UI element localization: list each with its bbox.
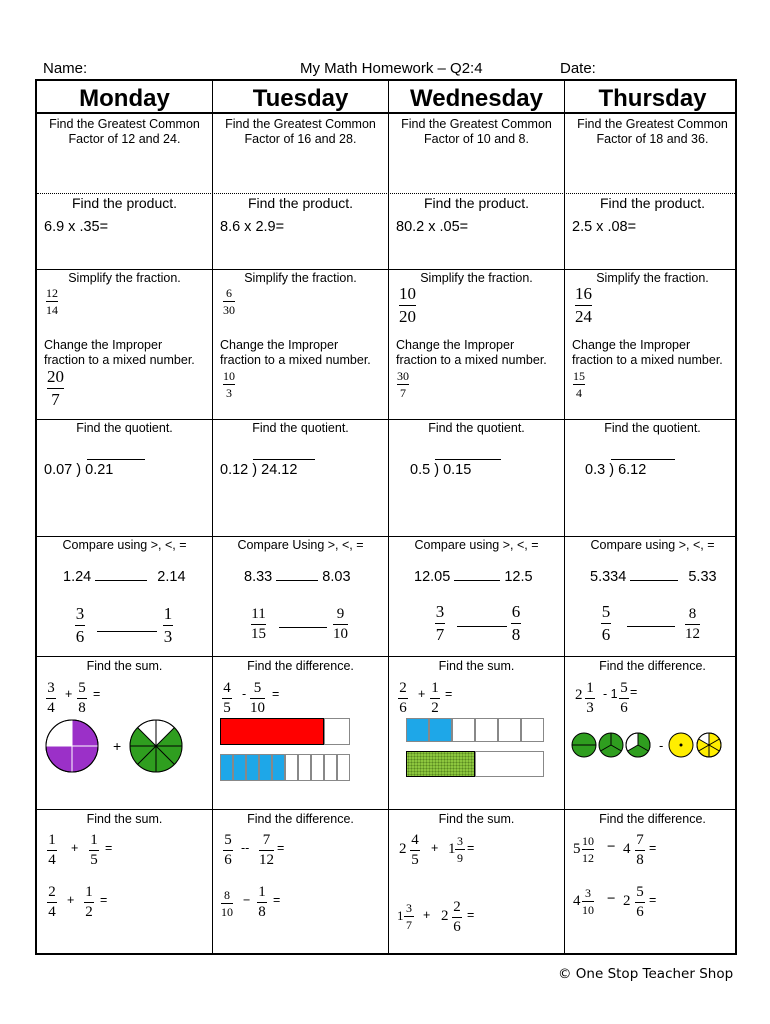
quotient-label: Find the quotient. (76, 421, 173, 435)
improper-line1: Change the Improper (220, 338, 339, 352)
compare-fraction-left: 5 6 (601, 602, 611, 644)
fraction-a: 4 5 (223, 680, 231, 716)
simplify-fraction: 6 30 (223, 286, 235, 317)
column-wednesday (389, 81, 564, 953)
fraction-b: 5 10 (250, 680, 265, 716)
gcf-line1: Find the Greatest Common (401, 117, 552, 131)
fraction-circles (45, 719, 195, 775)
quotient-label: Find the quotient. (428, 421, 525, 435)
fraction-b: 1 5 (90, 832, 98, 868)
gcf-line2: Factor of 18 and 36. (596, 132, 709, 146)
improper-line2: fraction to a mixed number. (572, 353, 723, 367)
page-title: My Math Homework – Q2:4 (300, 60, 483, 77)
simplify-label: Simplify the fraction. (68, 271, 181, 285)
fraction-b: 5 8 (78, 680, 86, 716)
compare-fraction-left: 11 15 (251, 606, 266, 642)
name-label: Name: (43, 60, 88, 77)
improper-fraction: 20 7 (47, 367, 64, 409)
gcf-line1: Find the Greatest Common (577, 117, 728, 131)
operator: + (431, 841, 439, 855)
compare-fraction-right: 8 12 (685, 606, 700, 642)
whole-number: 2 (399, 841, 407, 857)
product-label: Find the product. (71, 195, 178, 211)
compare-decimals: 8.33 8.03 (244, 569, 351, 585)
minus: - (659, 738, 664, 753)
compare-decimals: 1.24 2.14 (63, 569, 186, 585)
simplify-label: Simplify the fraction. (420, 271, 533, 285)
improper-line2: fraction to a mixed number. (396, 353, 547, 367)
compare-label: Compare Using >, <, = (237, 538, 364, 552)
gcf-line2: Factor of 10 and 8. (424, 132, 529, 146)
whole-number: 1 (397, 908, 404, 923)
operator: − (607, 839, 616, 855)
equals: = (100, 893, 108, 907)
fraction-a: 1 3 (586, 680, 594, 716)
whole-number: 1 (448, 841, 456, 857)
compare-fraction-right: 6 8 (511, 602, 521, 644)
gcf-line1: Find the Greatest Common (49, 117, 200, 131)
whole-number: 5 (573, 841, 581, 857)
equals: = (649, 893, 657, 907)
operator: - (242, 687, 247, 701)
day-wednesday: Wednesday (410, 85, 543, 112)
fraction-a: 3 7 (406, 901, 412, 932)
date-label: Date: (560, 60, 596, 77)
gcf-line2: Factor of 12 and 24. (68, 132, 181, 146)
equals: = (467, 841, 475, 855)
product-problem: 6.9 x .35= (44, 219, 109, 235)
compare-fraction-left: 3 6 (75, 604, 85, 646)
day-tuesday: Tuesday (252, 85, 349, 112)
equals: = (649, 841, 657, 855)
blue-sixths-bar (406, 718, 544, 742)
simplify-label: Simplify the fraction. (596, 271, 709, 285)
operator: + (423, 908, 431, 922)
green-halves-bar (406, 751, 544, 777)
operator: -- (241, 841, 250, 855)
product-problem: 8.6 x 2.9= (220, 219, 285, 235)
quotient-label: Find the quotient. (604, 421, 701, 435)
gcf-line2: Factor of 16 and 28. (244, 132, 357, 146)
improper-fraction: 30 7 (397, 369, 409, 400)
simplify-fraction: 10 20 (399, 284, 416, 326)
equals: = (272, 687, 280, 701)
fraction-a: 3 10 (582, 886, 594, 917)
column-thursday (565, 81, 740, 953)
fraction-a: 2 6 (399, 680, 407, 716)
fraction-a: 3 4 (47, 680, 55, 716)
quotient-problem: 0.12 ) 24.12 (220, 462, 298, 478)
quotient-problem: 0.3 ) 6.12 (585, 462, 647, 478)
equals: = (467, 908, 475, 922)
day-monday: Monday (79, 85, 170, 112)
whole-number: 2 (441, 908, 449, 924)
operator: + (65, 687, 73, 701)
fraction-b: 5 6 (620, 680, 628, 716)
quotient-label: Find the quotient. (252, 421, 349, 435)
compare-label: Compare using >, <, = (62, 538, 187, 552)
footer-copyright: © One Stop Teacher Shop (558, 966, 734, 982)
operator: + (418, 687, 426, 701)
fraction-a: 10 12 (582, 834, 594, 865)
row6-label: Find the sum. (86, 659, 163, 673)
fraction-b: 1 2 (431, 680, 439, 716)
row6-label: Find the difference. (247, 659, 354, 673)
equals: = (273, 893, 281, 907)
operator: - 1 (603, 687, 618, 701)
improper-line1: Change the Improper (396, 338, 515, 352)
column-monday (37, 81, 212, 953)
equals: = (630, 685, 638, 699)
improper-line2: fraction to a mixed number. (220, 353, 371, 367)
fraction-a: 4 5 (411, 832, 419, 868)
operator: − (243, 893, 251, 907)
fraction-a: 1 4 (48, 832, 56, 868)
improper-fraction: 15 4 (573, 369, 585, 400)
blue-fraction-bar (220, 754, 350, 781)
compare-fraction-right: 1 3 (163, 604, 173, 646)
simplify-fraction: 12 14 (46, 286, 58, 317)
quotient-problem: 0.5 ) 0.15 (410, 462, 472, 478)
plus: + (113, 738, 122, 754)
fraction-b: 3 9 (457, 834, 463, 865)
improper-fraction: 10 3 (223, 369, 235, 400)
improper-line1: Change the Improper (572, 338, 691, 352)
homework-grid (35, 79, 737, 955)
fraction-b: 2 6 (453, 899, 461, 935)
fraction-b: 5 6 (636, 884, 644, 920)
operator: + (71, 841, 79, 855)
product-label: Find the product. (247, 195, 354, 211)
fraction-b: 7 8 (636, 832, 644, 868)
product-problem: 2.5 x .08= (572, 219, 637, 235)
improper-line1: Change the Improper (44, 338, 163, 352)
equals: = (445, 687, 453, 701)
improper-line2: fraction to a mixed number. (44, 353, 195, 367)
compare-fraction-right: 9 10 (333, 606, 348, 642)
compare-decimals: 12.05 12.5 (414, 569, 533, 585)
whole-number: 4 (623, 841, 631, 857)
simplify-fraction: 16 24 (575, 284, 592, 326)
operator: + (67, 893, 75, 907)
equals: = (277, 841, 285, 855)
equals: = (93, 687, 101, 701)
fraction-a: 5 6 (224, 832, 232, 868)
product-label: Find the product. (423, 195, 530, 211)
fraction-a: 8 10 (221, 888, 233, 919)
fraction-b: 1 8 (258, 884, 266, 920)
operator: − (607, 891, 616, 907)
fraction-b: 1 2 (85, 884, 93, 920)
product-problem: 80.2 x .05= (396, 219, 469, 235)
gcf-line1: Find the Greatest Common (225, 117, 376, 131)
fraction-a: 2 4 (48, 884, 56, 920)
compare-label: Compare using >, <, = (414, 538, 539, 552)
compare-fraction-left: 3 7 (435, 602, 445, 644)
equals: = (105, 841, 113, 855)
whole-number: 2 (575, 687, 583, 703)
fraction-b: 7 12 (259, 832, 274, 868)
simplify-label: Simplify the fraction. (244, 271, 357, 285)
compare-decimals: 5.334 5.33 (590, 569, 717, 585)
row6-label: Find the sum. (438, 659, 515, 673)
day-thursday: Thursday (598, 85, 707, 112)
column-tuesday (213, 81, 388, 953)
red-fraction-bar (220, 718, 350, 745)
row7-label: Find the difference. (247, 812, 354, 826)
quotient-problem: 0.07 ) 0.21 (44, 462, 114, 478)
whole-number: 2 (623, 893, 631, 909)
product-label: Find the product. (599, 195, 706, 211)
whole-number: 4 (573, 893, 581, 909)
row6-label: Find the difference. (599, 659, 706, 673)
row7-label: Find the difference. (599, 812, 706, 826)
row7-label: Find the sum. (86, 812, 163, 826)
compare-label: Compare using >, <, = (590, 538, 715, 552)
fraction-circles (571, 731, 736, 761)
row7-label: Find the sum. (438, 812, 515, 826)
